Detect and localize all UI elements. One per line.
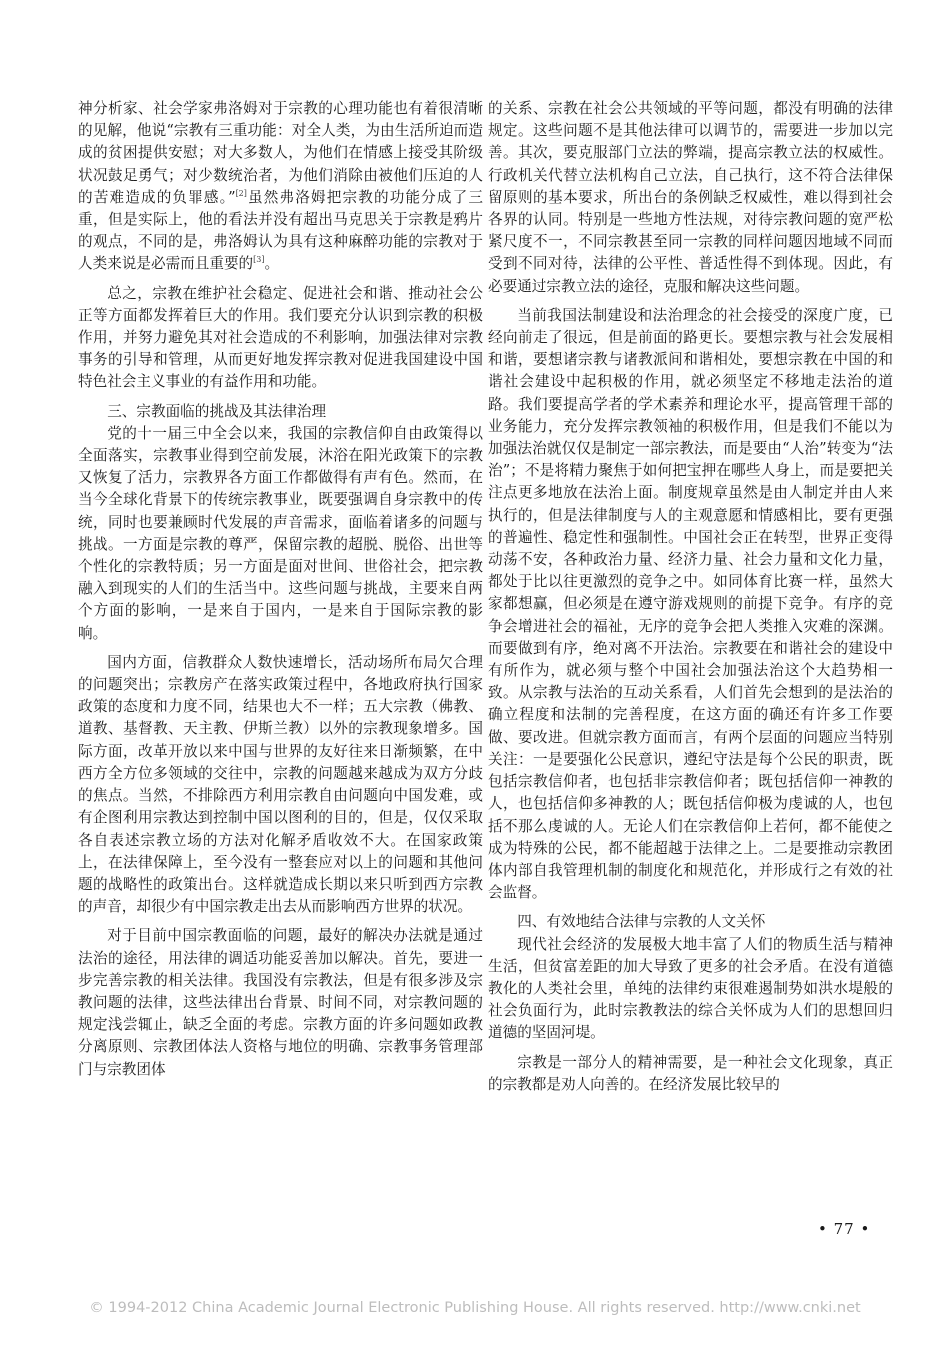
paragraph-rule-of-law: 当前我国法制建设和法治理念的社会接受的深度广度，已经向前走了很远，但是前面的路更长。要想宗教与社会发展相和谐，要想诸宗教与诸教派间和谐相处，要想宗教在中国的和谐社会建设中起积极的作用，就必须坚定不移地走法治的道路。我们要提高学者的学术素养和理论水平，提高管理干部的业务能力，充分发挥宗教领袖的积极作用，但是我们不能以为加强法治就仅仅是制定一部宗教法，而是要由“人治”转变为“法治”；不是将精力聚焦于如何把宝押在哪些人身上，而是要把关注点更多地放在法治上面。制度规章虽然是由人制定并由人来执行的，但是法律制度与人的主观意愿和情感相比，要有更强的普遍性、稳定性和强制性。中国社会正在转型，世界正变得动荡不安，各种政治力量、经济力量、社会力量和文化力量，都处于比以往更激烈的竞争之中。如同体育比赛一样，虽然大家都想赢，但必须是在遵守游戏规则的前提下竞争。有序的竞争会增进社会的福祉，无序的竞争会把人类推入灾难的深渊。而要做到有序，绝对离不开法治。宗教要在和谐社会的建设中有所作为，就必须与整个中国社会加强法治这个大趋势相一致。从宗教与法治的互动关系看，人们首先会想到的是法治的确立程度和法制的完善程度，在这方面的确还有许多工作要做、要改进。但就宗教方面而言，有两个层面的问题应当特别关注：一是要强化公民意识，遵纪守法是每个公民的职责，既包括宗教信仰者，也包括非宗教信仰者；既包括信仰一神教的人，也包括信仰多神教的人；既包括信仰极为虔诚的人，也包括不那么虔诚的人。无论人们在宗教信仰上若何，都不能使之成为特殊的公民，都不能超越于法律之上。二是要推动宗教团体内部自我管理机制的制度化和规范化，并形成行之有效的社会监督。 xyxy=(488,306,893,902)
footnote-ref-3[interactable]: [3] xyxy=(253,255,265,265)
left-column xyxy=(78,98,483,1081)
paragraph-legal-solution: 对于目前中国宗教面临的问题，最好的解决办法就是通过法治的途径，用法律的调适功能妥善加以解决。首先，要进一步完善宗教的相关法律。我国没有宗教法，但是有很多涉及宗教问题的法律，这些法律出台背景、时间不同，对宗教问题的规定浅尝辄止，缺乏全面的考虑。宗教方面的许多问题如政教分离原则、宗教团体法人资格与地位的明确、宗教事务管理部门与宗教团体 xyxy=(78,927,483,1078)
text-fromm-analysis: 虽然弗洛姆把宗教的功能分成了三重，但是实际上，他的看法并没有超出马克思关于宗教是鸦片的观点，不同的是，弗洛姆认为具有这种麻醉功能的宗教对于人类来说是必需而且重要的 xyxy=(78,188,483,273)
paragraph-legislation: 的关系、宗教在社会公共领域的平等问题，都没有明确的法律规定。这些问题不是其他法律可以调节的，需要进一步加以完善。其次，要克服部门立法的弊端，提高宗教立法的权威性。行政机关代替立法机构自己立法，自己执行，这不符合法律保留原则的基本要求，所出台的条例缺乏权威性，难以得到社会各界的认同。特别是一些地方性法规，对待宗教问题的宽严松紧尺度不一，不同宗教甚至同一宗教的同样问题因地域不同而受到不同对待，法律的公平性、普适性得不到体现。因此，有必要通过宗教立法的途径，克服和解决这些问题。 xyxy=(488,100,893,295)
paragraph-religion-spirit: 宗教是一部分人的精神需要，是一种社会文化现象，真正的宗教都是劝人向善的。在经济发展比较早的 xyxy=(488,1053,893,1093)
paragraph-challenges: 党的十一届三中全会以来，我国的宗教信仰自由政策得以全面落实，宗教事业得到空前发展，沐浴在阳光政策下的宗教又恢复了活力，宗教界各方面工作都做得有声有色。然而，在当今全球化背景下的传统宗教事业，既要强调自身宗教中的传统，同时也要兼顾时代发展的声音需求，面临着诸多的问题与挑战。一方面是宗教的尊严，保留宗教的超脱、脱俗、出世等个性化的宗教特质；另一方面是面对世间、世俗社会，把宗教融入到现实的人们的生活当中。这些问题与挑战，主要来自两个方面的影响，一是来自于国内，一是来自于国际宗教的影响。 xyxy=(78,424,483,642)
copyright-footer: © 1994-2012 China Academic Journal Electronic Publishing House. All rights reserved. http://www.cnki.net xyxy=(89,1300,861,1316)
right-column xyxy=(488,98,893,1096)
paragraph-fromm xyxy=(78,98,483,276)
footnote-ref-2[interactable]: [2] xyxy=(235,188,247,198)
section-heading-3: 三、宗教面临的挑战及其法律治理 xyxy=(107,402,327,420)
text-period: 。 xyxy=(264,255,280,273)
page-number: • 77 • xyxy=(818,1220,871,1238)
paragraph-domestic-international: 国内方面，信教群众人数快速增长，活动场所布局欠合理的问题突出；宗教房产在落实政策过程中，各地政府执行国家政策的态度和力度不同，结果也大不一样；五大宗教（佛教、道教、基督教、天主教、伊斯兰教）以外的宗教现象增多。国际方面，改革开放以来中国与世界的友好往来日渐频繁，在中西方全方位多领域的交往中，宗教的问题越来越成为双方分歧的焦点。当然，不排除西方利用宗教自由问题向中国发难，或有企图利用宗教达到控制中国以图利的目的，但是，仅仅采取各自表述宗教立场的方法对化解矛盾收效不大。在国家政策上，在法律保障上，至今没有一整套应对以上的问题和其他问题的战略性的政策出台。这样就造成长期以来只听到西方宗教的声音，却很少有中国宗教走出去从而影响西方世界的状况。 xyxy=(78,653,483,916)
paragraph-social-contradictions: 现代社会经济的发展极大地丰富了人们的物质生活与精神生活，但贫富差距的加大导致了更多的社会矛盾。在没有道德教化的人类社会里，单纯的法律约束很难遏制势如洪水堤般的社会负面行为，此时宗教教法的综合关怀成为人们的思想回归道德的坚固河堤。 xyxy=(488,935,893,1042)
text-fromm-quote: 神分析家、社会学家弗洛姆对于宗教的心理功能也有着很清晰的见解，他说“宗教有三重功能：对全人类，为由生活所迫而造成的贫困提供安慰；对大多数人，为他们在情感上接受其阶级状况鼓足勇气；对少数统治者，为他们消除由被他们压迫的人的苦难造成的负罪感。” xyxy=(78,100,483,206)
section-heading-4: 四、有效地结合法律与宗教的人文关怀 xyxy=(517,913,766,931)
paragraph-summary: 总之，宗教在维护社会稳定、促进社会和谐、推动社会公正等方面都发挥着巨大的作用。我们要充分认识到宗教的积极作用，并努力避免其对社会造成的不利影响，加强法律对宗教事务的引导和管理，从而更好地发挥宗教对促进我国建设中国特色社会主义事业的有益作用和功能。 xyxy=(78,284,483,391)
